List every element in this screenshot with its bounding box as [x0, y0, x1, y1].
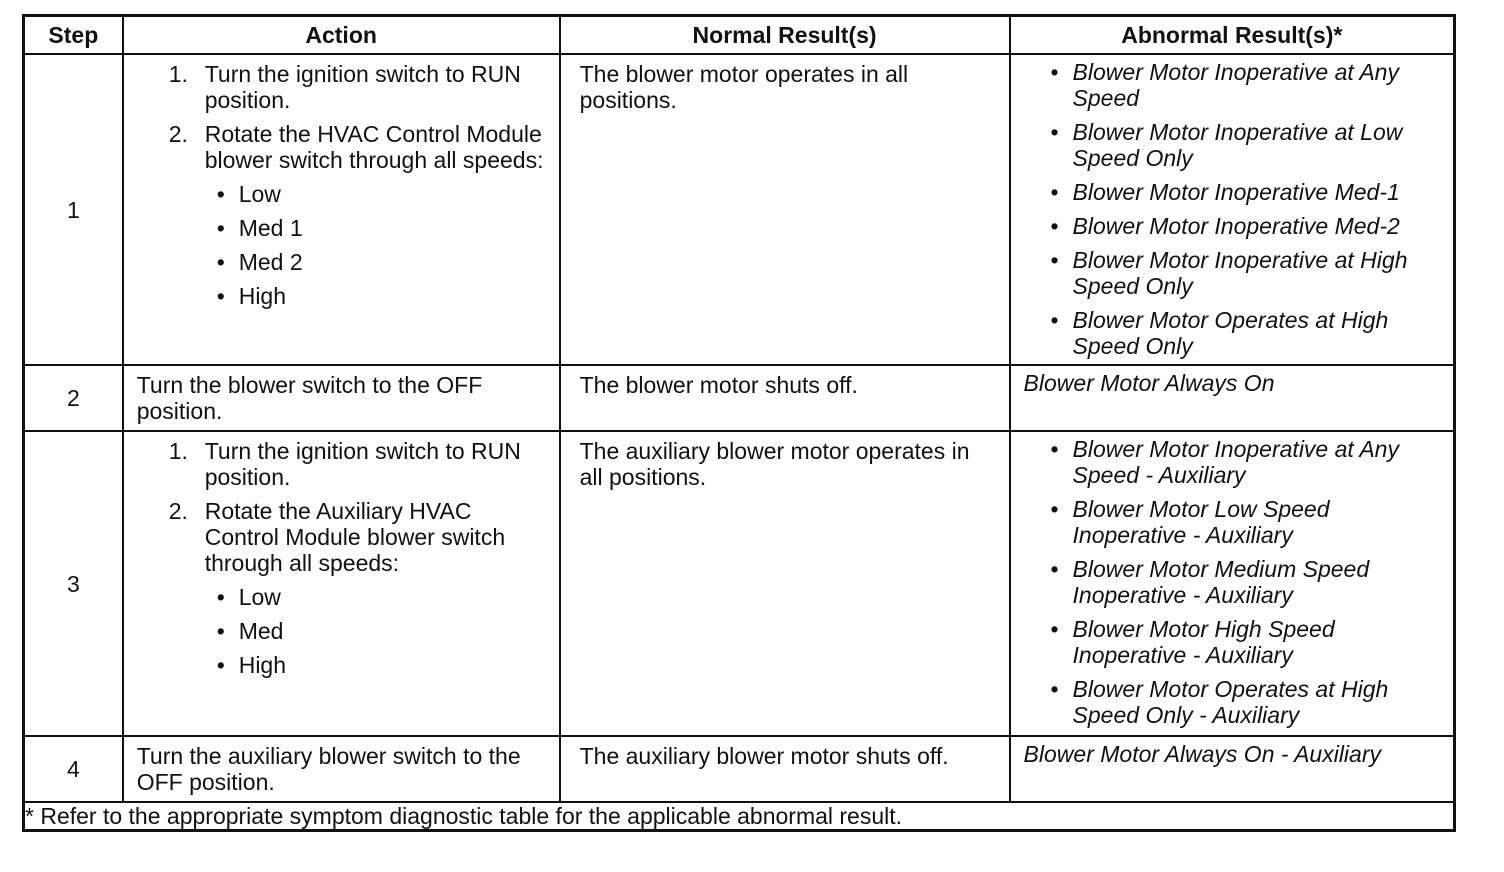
bullet-icon: • — [216, 618, 225, 644]
abnormal-item: • Blower Motor Inoperative Med-1 — [1050, 179, 1400, 205]
normal-result-cell — [560, 736, 1010, 802]
bullet-icon: • — [216, 215, 225, 241]
action-item: 1. Turn the ignition switch to RUN position. — [168, 438, 521, 490]
bullet-icon: • — [1050, 247, 1059, 273]
step-number: 3 — [24, 431, 123, 736]
normal-result-text: The blower motor operates in all positions. — [579, 61, 909, 113]
action-item: 2. Rotate the HVAC Control Module blower switch through all speeds: • Low • Med 1 • Med 2 • High — [163, 121, 549, 309]
abnormal-item: • Blower Motor Operates at High Speed Only - Auxiliary — [1050, 676, 1389, 728]
speed-list — [205, 584, 549, 678]
abnormal-list — [1025, 436, 1445, 728]
bullet-icon: • — [216, 249, 225, 275]
bullet-icon: • — [1050, 307, 1059, 333]
footnote: * Refer to the appropriate symptom diagnostic table for the applicable abnormal result. — [24, 802, 1455, 831]
header-row — [24, 16, 1455, 55]
action-steps-list — [137, 438, 549, 678]
abnormal-result-cell — [1010, 431, 1455, 736]
bullet-icon: • — [1050, 436, 1059, 462]
step-number: 2 — [24, 365, 123, 431]
abnormal-result-text: Blower Motor Always On — [1023, 370, 1275, 396]
speed-item: • Med — [216, 618, 284, 644]
abnormal-item: • Blower Motor Operates at High Speed Only — [1050, 307, 1389, 359]
abnormal-item: • Blower Motor High Speed Inoperative - Auxiliary — [1050, 616, 1335, 668]
speed-item: • Low — [216, 181, 281, 207]
bullet-icon: • — [1050, 179, 1059, 205]
bullet-icon: • — [1050, 676, 1059, 702]
action-item: 2. Rotate the Auxiliary HVAC Control Module blower switch through all speeds: • Low • Med • High — [163, 498, 549, 678]
speed-item: • High — [216, 283, 287, 309]
speed-item: • Med 1 — [216, 215, 303, 241]
header-normal-results: Normal Result(s) — [560, 16, 1010, 55]
table-row-step-1 — [24, 54, 1455, 365]
abnormal-item: • Blower Motor Inoperative at Low Speed Only — [1050, 119, 1403, 171]
bullet-icon: • — [1050, 616, 1059, 642]
action-text: Turn the blower switch to the OFF position. — [136, 372, 483, 424]
footnote-row — [24, 802, 1455, 831]
abnormal-result-cell — [1010, 736, 1455, 802]
abnormal-list — [1025, 59, 1445, 359]
action-text: Turn the auxiliary blower switch to the OFF position. — [136, 743, 521, 795]
bullet-icon: • — [1050, 119, 1059, 145]
bullet-icon: • — [216, 283, 225, 309]
bullet-icon: • — [216, 652, 225, 678]
normal-result-cell — [560, 54, 1010, 365]
action-steps-list — [137, 61, 549, 309]
bullet-icon: • — [1050, 556, 1059, 582]
action-item: 1. Turn the ignition switch to RUN position. — [168, 61, 521, 113]
abnormal-result-cell — [1010, 54, 1455, 365]
step-number: 1 — [24, 54, 123, 365]
normal-result-cell — [560, 365, 1010, 431]
action-cell — [123, 736, 560, 802]
action-cell — [123, 431, 560, 736]
bullet-icon: • — [216, 584, 225, 610]
abnormal-result-text: Blower Motor Always On - Auxiliary — [1023, 741, 1381, 767]
normal-result-text: The blower motor shuts off. — [579, 372, 858, 398]
normal-result-text: The auxiliary blower motor shuts off. — [579, 743, 949, 769]
header-abnormal-results: Abnormal Result(s)* — [1010, 16, 1455, 55]
bullet-icon: • — [1050, 59, 1059, 85]
abnormal-item: • Blower Motor Inoperative at Any Speed - Auxiliary — [1050, 436, 1399, 488]
table-row-step-4 — [24, 736, 1455, 802]
abnormal-item: • Blower Motor Inoperative Med-2 — [1050, 213, 1400, 239]
bullet-icon: • — [216, 181, 225, 207]
speed-list — [205, 181, 549, 309]
table-row-step-2 — [24, 365, 1455, 431]
header-step: Step — [24, 16, 123, 55]
abnormal-item: • Blower Motor Low Speed Inoperative - Auxiliary — [1050, 496, 1330, 548]
step-number: 4 — [24, 736, 123, 802]
abnormal-item: • Blower Motor Medium Speed Inoperative - Auxiliary — [1050, 556, 1370, 608]
action-cell — [123, 365, 560, 431]
normal-result-text: The auxiliary blower motor operates in all positions. — [579, 438, 970, 490]
speed-item: • Med 2 — [216, 249, 303, 275]
action-cell — [123, 54, 560, 365]
speed-item: • High — [216, 652, 287, 678]
bullet-icon: • — [1050, 213, 1059, 239]
normal-result-cell — [560, 431, 1010, 736]
diagnostic-table — [22, 14, 1456, 832]
abnormal-result-cell — [1010, 365, 1455, 431]
header-action: Action — [123, 16, 560, 55]
speed-item: • Low — [216, 584, 281, 610]
abnormal-item: • Blower Motor Inoperative at Any Speed — [1050, 59, 1399, 111]
table-row-step-3 — [24, 431, 1455, 736]
abnormal-item: • Blower Motor Inoperative at High Speed Only — [1050, 247, 1408, 299]
bullet-icon: • — [1050, 496, 1059, 522]
